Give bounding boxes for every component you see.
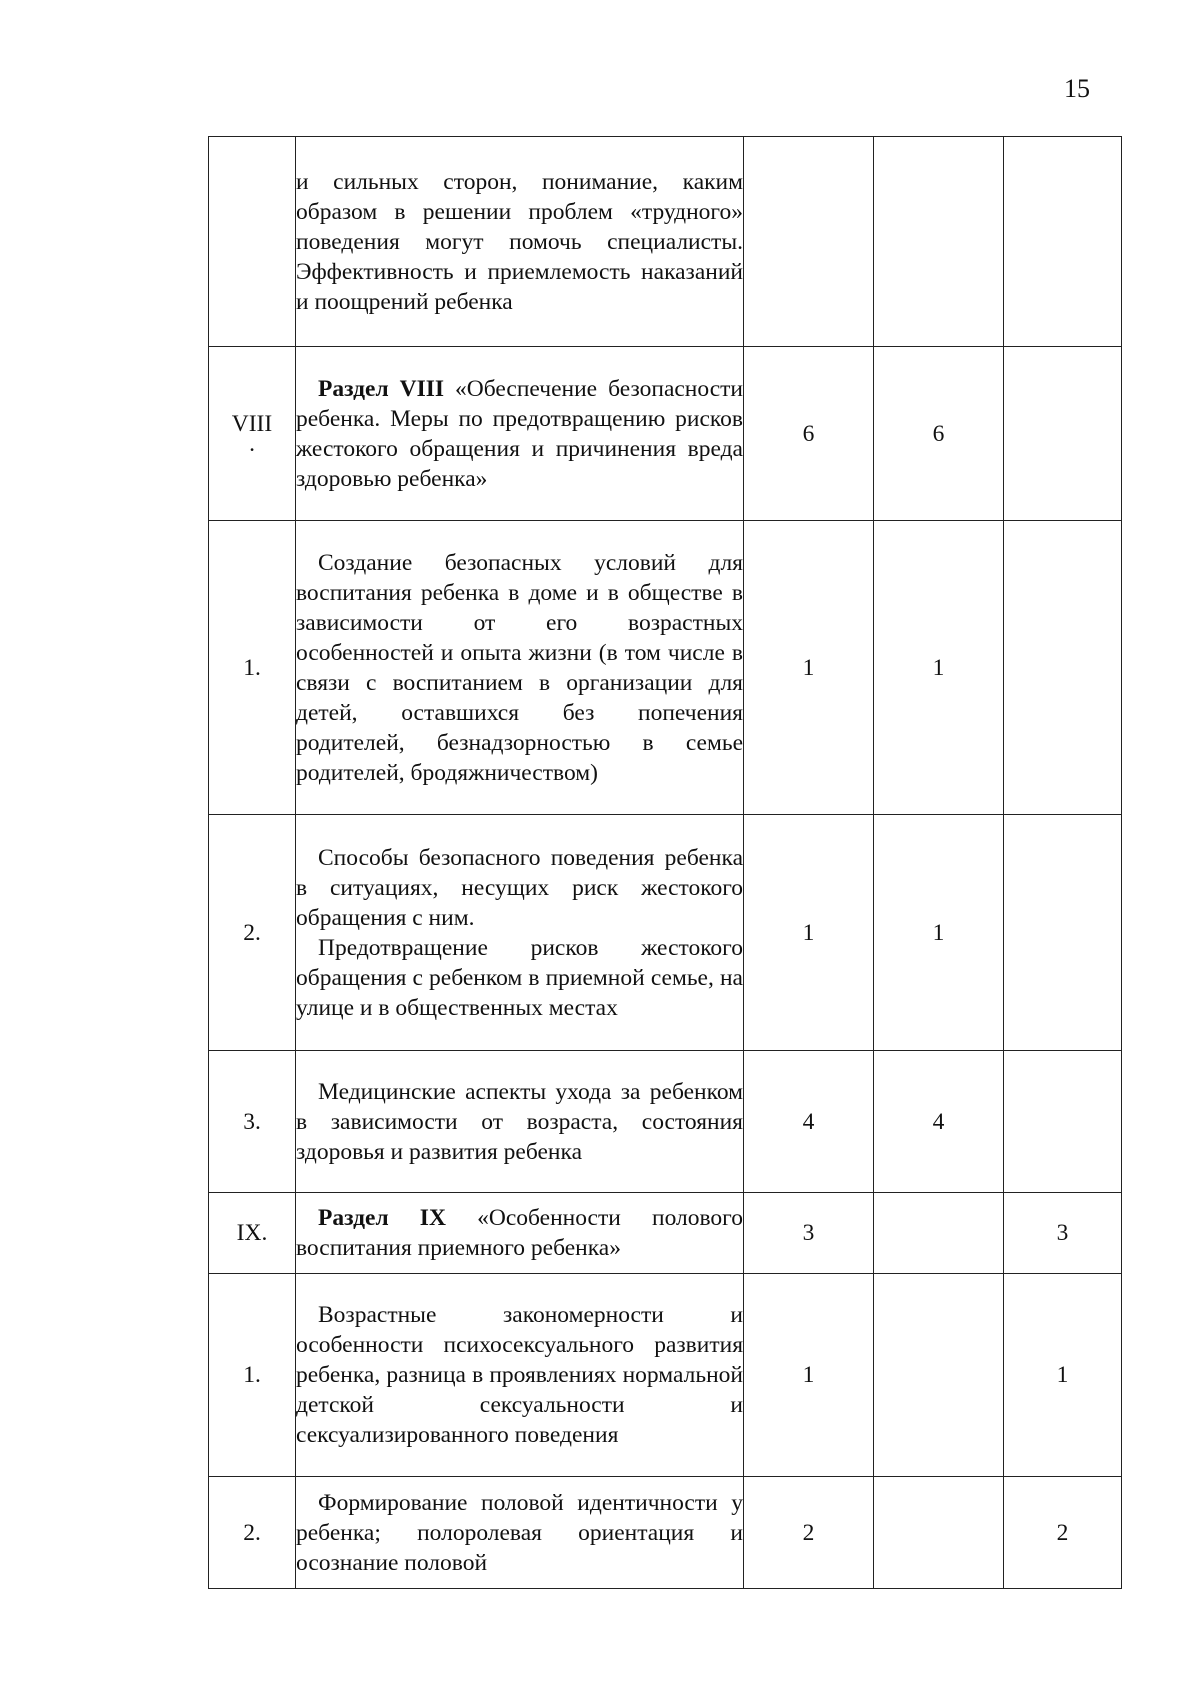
topic-text: Формирование половой идентичности у ребенка; полоролевая ориентация и осознание половой xyxy=(296,1489,743,1576)
section-number: IX. xyxy=(209,1193,296,1274)
topic-text: Медицинские аспекты ухода за ребенком в зависимости от возраста, состояния здоровья и развития ребенка xyxy=(296,1078,743,1165)
topic-text: и сильных сторон, понимание, каким образом в решении проблем «трудного» поведения могут помочь специалисты. Эффективность и приемлемость наказаний и поощрений ребенка xyxy=(296,168,743,315)
hours-practice xyxy=(1004,347,1122,521)
row-topic xyxy=(296,1051,744,1193)
row-number xyxy=(209,347,296,521)
table-row xyxy=(209,1193,1122,1274)
hours-total: 1 xyxy=(744,521,874,815)
row-number: 1. xyxy=(209,521,296,815)
row-topic xyxy=(296,815,744,1051)
hours-total: 4 xyxy=(744,1051,874,1193)
hours-theory: 1 xyxy=(874,815,1004,1051)
hours-total: 2 xyxy=(744,1477,874,1589)
hours-practice xyxy=(1004,815,1122,1051)
table-row xyxy=(209,1051,1122,1193)
row-topic xyxy=(296,1477,744,1589)
hours-theory: 4 xyxy=(874,1051,1004,1193)
page-number: 15 xyxy=(1064,74,1090,103)
hours-total xyxy=(744,137,874,347)
hours-practice xyxy=(1004,521,1122,815)
topic-text: «Обеспечение безопасности ребенка. Меры по предотвращению рисков жестокого обращения и причинения вреда здоровью ребенка» xyxy=(296,375,743,492)
topic-text: Создание безопасных условий для воспитания ребенка в доме и в обществе в зависимости от его возрастных особенностей и опыта жизни (в том числе в связи с воспитанием в организации для детей, оставшихся без попечения родителей, безнадзорностью в семье родителей, бродяжничеством) xyxy=(296,549,743,786)
row-number: 3. xyxy=(209,1051,296,1193)
hours-total: 1 xyxy=(744,1274,874,1477)
hours-theory xyxy=(874,1477,1004,1589)
hours-total: 3 xyxy=(744,1193,874,1274)
hours-theory xyxy=(874,137,1004,347)
hours-total: 6 xyxy=(744,347,874,521)
hours-theory xyxy=(874,1193,1004,1274)
hours-theory xyxy=(874,1274,1004,1477)
hours-practice: 2 xyxy=(1004,1477,1122,1589)
row-topic xyxy=(296,521,744,815)
section-title xyxy=(296,1203,743,1263)
hours-practice xyxy=(1004,137,1122,347)
topic-text: «Особенности полового воспитания приемного ребенка» xyxy=(296,1205,743,1261)
curriculum-table xyxy=(208,136,1122,1589)
section-title xyxy=(296,374,743,494)
row-topic xyxy=(296,347,744,521)
topic-text: Предотвращение рисков жестокого обращения с ребенком в приемной семье, на улице и в общественных местах xyxy=(296,934,743,1021)
table-row xyxy=(209,137,1122,347)
table-row xyxy=(209,347,1122,521)
hours-theory: 6 xyxy=(874,347,1004,521)
section-heading: Раздел IX xyxy=(318,1205,446,1231)
hours-practice: 3 xyxy=(1004,1193,1122,1274)
table-row xyxy=(209,1274,1122,1477)
topic-text: Возрастные закономерности и особенности психосексуального развития ребенка, разница в проявлениях нормальной детской сексуальности и сексуализированного поведения xyxy=(296,1302,743,1448)
row-topic xyxy=(296,1274,744,1477)
section-number: VIII xyxy=(231,410,273,437)
row-topic xyxy=(296,137,744,347)
row-topic xyxy=(296,1193,744,1274)
row-number: 1. xyxy=(209,1274,296,1477)
section-heading: Раздел VIII xyxy=(318,375,445,402)
hours-theory: 1 xyxy=(874,521,1004,815)
table-row xyxy=(209,521,1122,815)
row-number: 2. xyxy=(209,1477,296,1589)
hours-practice xyxy=(1004,1051,1122,1193)
hours-practice: 1 xyxy=(1004,1274,1122,1477)
row-number: 2. xyxy=(209,815,296,1051)
hours-total: 1 xyxy=(744,815,874,1051)
topic-text: Способы безопасного поведения ребенка в ситуациях, несущих риск жестокого обращения с ним. xyxy=(296,844,743,931)
table-row xyxy=(209,1477,1122,1589)
section-number-dot: . xyxy=(249,430,255,457)
table-row xyxy=(209,815,1122,1051)
row-number xyxy=(209,137,296,347)
